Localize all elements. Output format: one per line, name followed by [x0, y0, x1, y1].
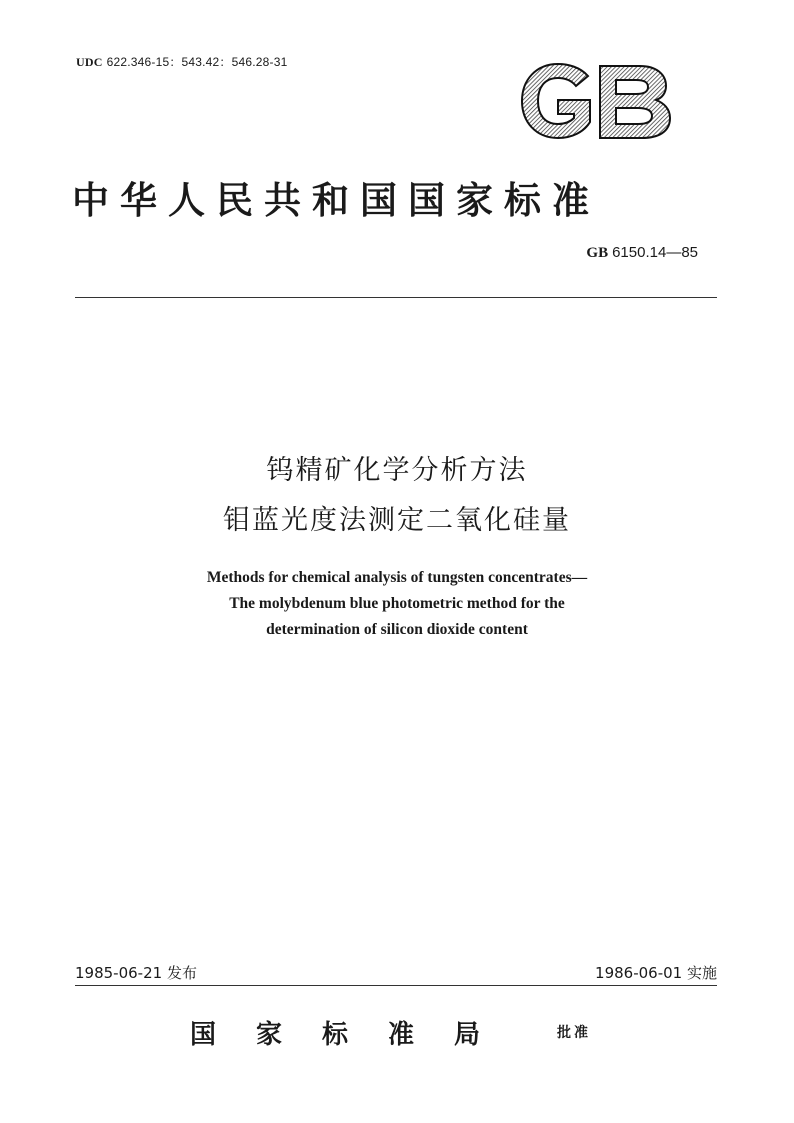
english-title-line-1: Methods for chemical analysis of tungsten concentrates— — [206, 569, 588, 586]
udc-label: UDC — [76, 55, 103, 69]
standard-code: 6150.14—85 — [612, 244, 698, 261]
national-standard-heading: 中华人民共和国国家标准 — [72, 179, 600, 222]
english-title-line-2: The molybdenum blue photometric method for the — [229, 595, 565, 612]
issued-date: 1985-06-21 发布 — [75, 964, 197, 982]
chinese-title-line-2: 钼蓝光度法测定二氧化硅量 — [223, 505, 571, 536]
chinese-title-line-1: 钨精矿化学分析方法 — [266, 455, 528, 486]
approve-label: 批准 — [557, 1025, 591, 1041]
english-title-line-3: determination of silicon dioxide content — [266, 621, 528, 638]
effective-date: 1986-06-01 实施 — [595, 964, 717, 982]
footer-divider — [75, 985, 717, 986]
standard-prefix: GB — [586, 245, 609, 261]
english-title — [0, 565, 794, 643]
gb-logo — [518, 62, 674, 140]
standard-number — [586, 244, 698, 262]
udc-classification — [76, 53, 287, 70]
udc-code: 622.346-15：543.42：546.28-31 — [106, 55, 288, 69]
header-divider — [75, 297, 717, 298]
issuing-bureau: 国家标准局 — [190, 1020, 521, 1050]
